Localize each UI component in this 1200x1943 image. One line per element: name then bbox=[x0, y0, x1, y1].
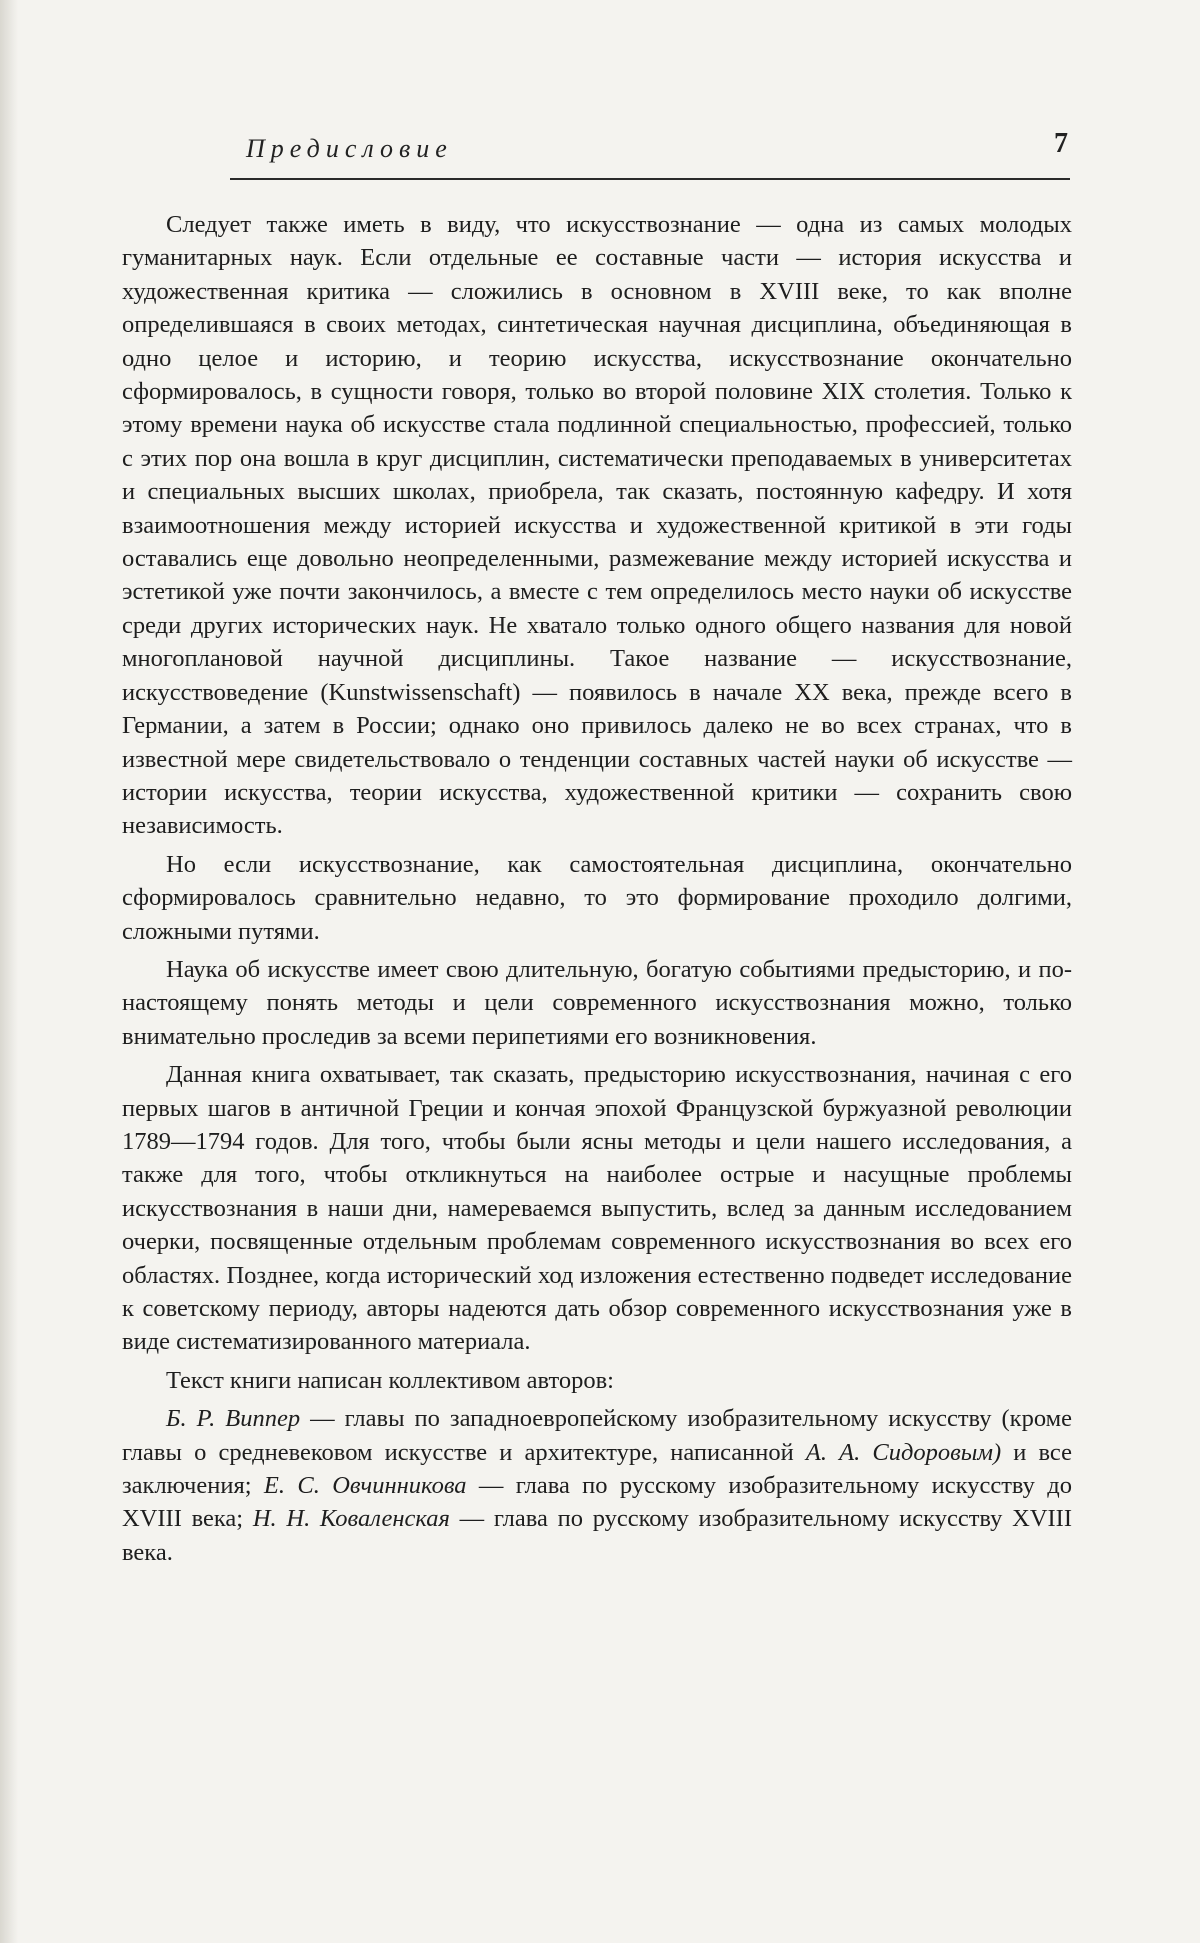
author-name: Е. С. Овчинникова bbox=[263, 1472, 467, 1500]
page-number: 7 bbox=[1054, 128, 1068, 159]
paragraph: Текст книги написан коллективом авторов: bbox=[166, 1366, 614, 1394]
binding-shadow bbox=[0, 0, 18, 1943]
author-contribution: — главы по западноевропейскому изобразительному искусству (кроме главы о средневековом искусстве и архитектуре, написанной bbox=[122, 1405, 1072, 1466]
paragraph: Наука об искусстве имеет свою длительную, богатую событиями предысторию, и по-настоящему понять методы и цели современного искусствознания можно, только внимательно проследив за всеми перипетиями его возникновения. bbox=[122, 955, 1072, 1050]
author-contribution: — глава по русскому изобразительному искусству XVIII века. bbox=[122, 1505, 1072, 1566]
running-title: Предисловие bbox=[246, 134, 453, 163]
body-text bbox=[122, 208, 1072, 1569]
running-header bbox=[230, 128, 1070, 180]
author-name: А. А. Сидоровым) bbox=[805, 1438, 1002, 1466]
author-contribution: — глава по русскому изобразительному искусству до XVIII века; bbox=[122, 1472, 1072, 1533]
paragraph: Данная книга охватывает, так сказать, предысторию искусствознания, начиная с его первых шагов в античной Греции и кончая эпохой Французской буржуазной революции 1789—1794 годов. Для того, чтобы были ясны методы и цели нашего исследования, а также для того, чтобы откликнуться на наиболее острые и насущные проблемы искусствознания в наши дни, намереваемся выпустить, вслед за данным исследованием очерки, посвященные отдельным проблемам современного искусствознания во всех его областях. Позднее, когда исторический ход изложения естественно подведет исследование к советскому периоду, авторы надеются дать обзор современного искусствознания уже в виде систематизированного материала. bbox=[122, 1061, 1072, 1356]
author-contribution: и все заключения; bbox=[122, 1438, 1072, 1500]
paragraph: Следует также иметь в виду, что искусствознание — одна из самых молодых гуманитарных наук. Если отдельные ее составные части — история искусства и художественная критика — сложились в основном в XVIII веке, то как вполне определившаяся в своих методах, синтетическая научная дисциплина, объединяющая в одно целое и историю, и теорию искусства, искусствознание окончательно сформировалось, в сущности говоря, только во второй половине XIX столетия. Только к этому времени наука об искусстве стала подлинной специальностью, профессией, только с этих пор она вошла в круг дисциплин, систематически преподаваемых в университетах и специальных высших школах, приобрела, так сказать, постоянную кафедру. И хотя взаимоотношения между историей искусства и художественной критикой в эти годы оставались еще довольно неопределенными, размежевание между историей искусства и эстетикой уже почти закончилось, а вместе с тем определилось место науки об искусстве среди других исторических наук. Не хватало только одного общего названия для новой многоплановой научной дисциплины. Такое название — искусствознание, искусствоведение (Kunstwissenschaft) — появилось в начале XX века, прежде всего в Германии, а затем в России; однако оно привилось далеко не во всех странах, что в известной мере свидетельствовало о тенденции составных частей науки об искусстве — истории искусства, теории искусства, художественной критики — сохранить свою независимость. bbox=[122, 211, 1072, 840]
paragraph: Но если искусствознание, как самостоятельная дисциплина, окончательно сформировалось сравнительно недавно, то это формирование проходило долгими, сложными путями. bbox=[122, 850, 1072, 945]
author-name: Н. Н. Коваленская bbox=[252, 1505, 450, 1533]
authors-paragraph bbox=[122, 1402, 1072, 1569]
author-name: Б. Р. Виппер bbox=[166, 1405, 301, 1433]
